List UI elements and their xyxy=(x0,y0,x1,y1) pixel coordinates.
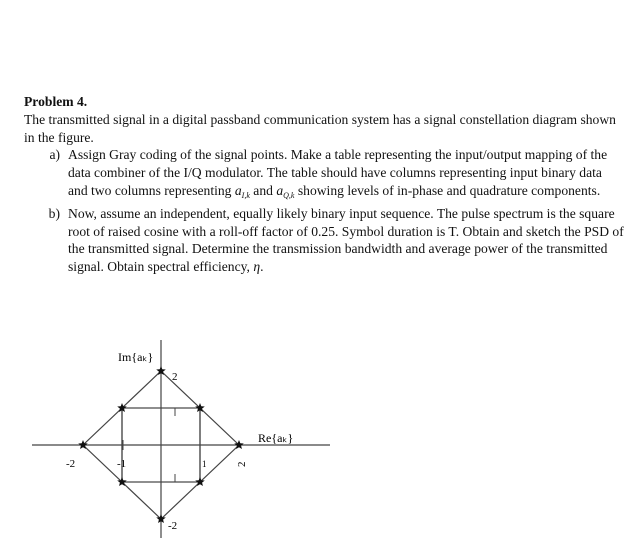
part-b-text: Now, assume an independent, equally likely binary input sequence. The pulse spectrum is the square root of raised cosine with a roll-off factor of 0.25. Symbol duration is T. Obtain and sketch the PSD of the transmitted signal. Determine the transmission bandwidth and average power of the transmitted signal. Obtain spectral efficiency, η. xyxy=(68,205,624,275)
y-axis-label: Im{aₖ} xyxy=(118,350,154,364)
problem-intro: The transmitted signal in a digital passband communication system has a signal constellation diagram shown in the figure. xyxy=(24,111,616,145)
part-a-text: Assign Gray coding of the signal points. Make a table representing the input/output mapping of the data combiner of the I/Q modulator. The table should have columns representing input binary data and two columns representing $a_{I,k}$ and $a_{Q,k}$ showing levels of in-phase and quadrature components. xyxy=(68,147,608,200)
part-a-label: a) xyxy=(49,147,60,163)
tick-label-x-pos1: 1 xyxy=(202,459,207,469)
tick-label-x-neg2: -2 xyxy=(66,458,76,470)
problem-title: Problem 4. xyxy=(24,94,88,109)
part-b-label: b) xyxy=(48,205,60,221)
tick-label-x-neg1: -1 xyxy=(117,458,127,470)
tick-label-y-pos2: 2 xyxy=(172,371,178,383)
a-i-k-symbol: $a_{I,k}$ xyxy=(234,182,250,200)
eta-symbol: η xyxy=(253,259,261,275)
a-q-k-symbol: $a_{Q,k}$ xyxy=(276,182,295,200)
tick-label-y-neg2: -2 xyxy=(168,520,178,532)
tick-label-x-pos2: 2 xyxy=(236,461,248,467)
x-axis-label: Re{aₖ} xyxy=(258,431,294,445)
